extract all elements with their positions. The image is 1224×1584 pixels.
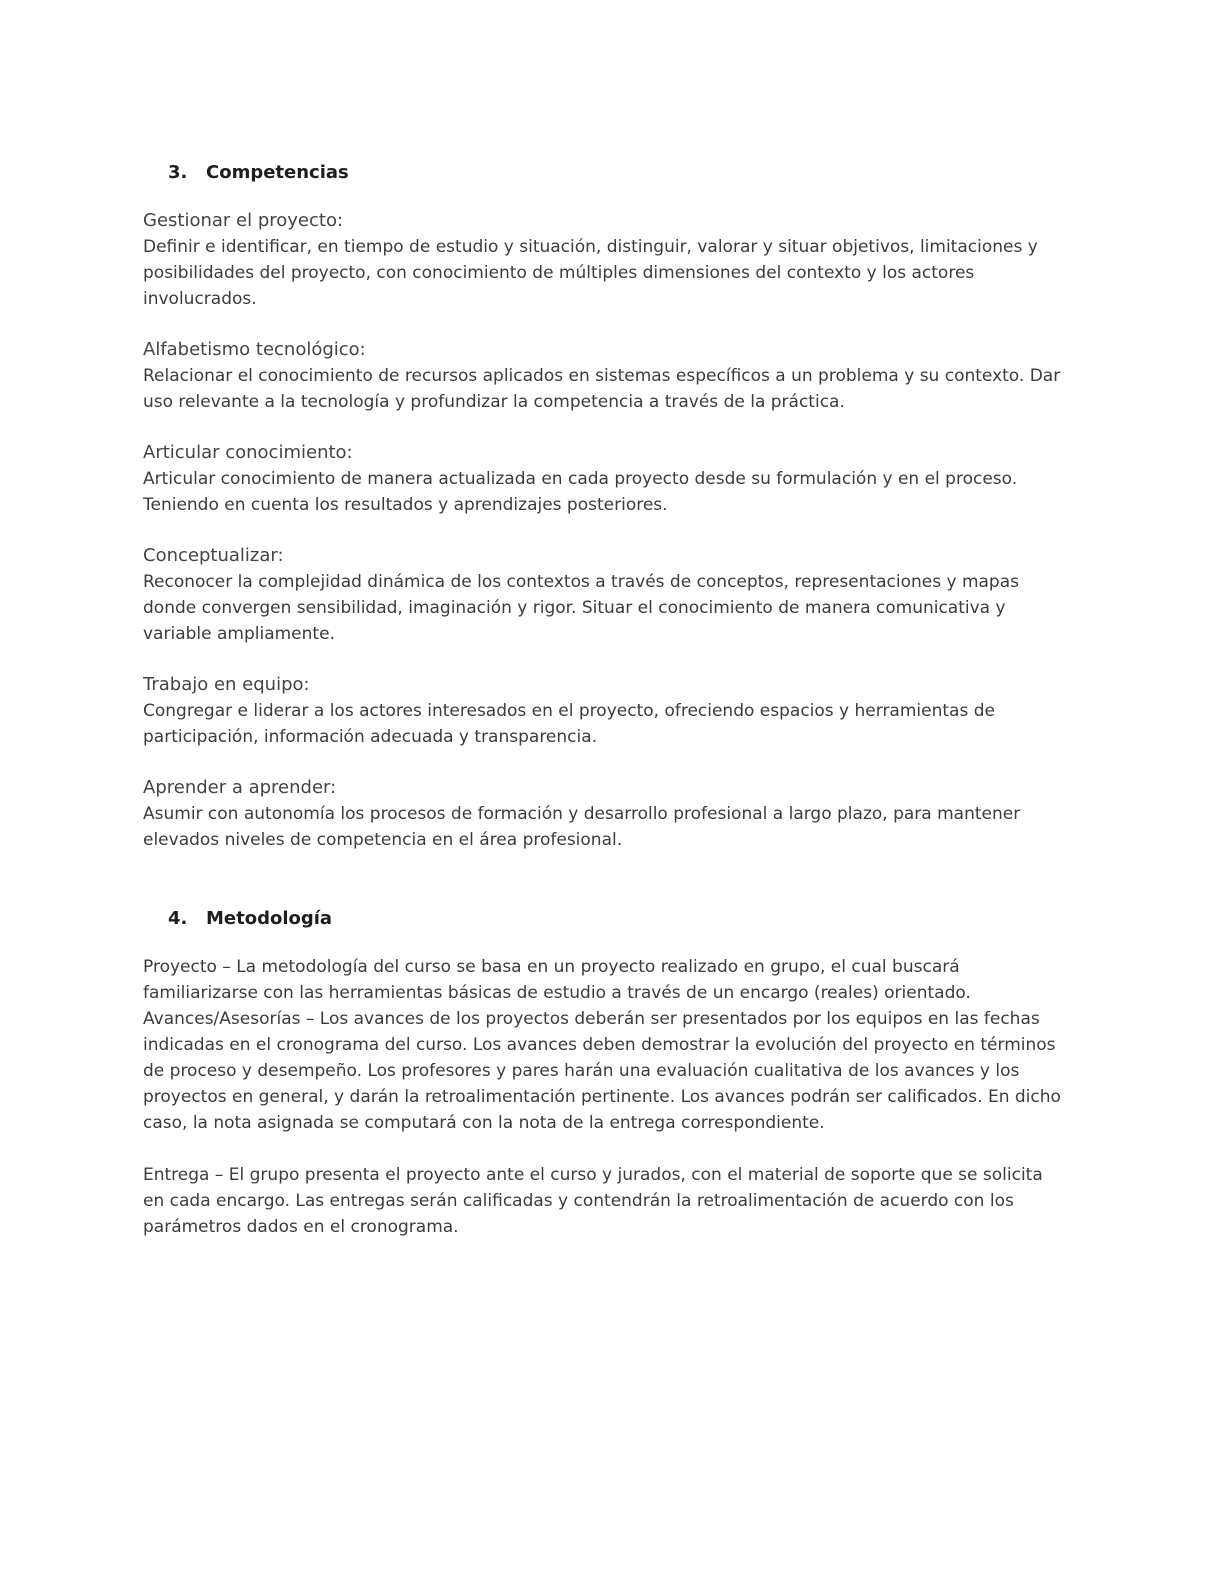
competency-title: Conceptualizar: bbox=[143, 545, 284, 566]
competency-body: Reconocer la complejidad dinámica de los contextos a través de conceptos, representaciones y mapas donde convergen sensibilidad, imaginación y rigor. Situar el conocimiento de manera comunicativa y variable ampliamente. bbox=[143, 572, 1019, 644]
competency-item bbox=[143, 543, 1063, 647]
competency-title: Aprender a aprender: bbox=[143, 777, 337, 798]
document-page bbox=[143, 160, 1063, 1266]
competency-item bbox=[143, 672, 1063, 750]
competency-item bbox=[143, 337, 1063, 415]
section-spacer bbox=[143, 878, 1063, 906]
competency-title: Gestionar el proyecto: bbox=[143, 210, 344, 231]
competency-item bbox=[143, 775, 1063, 853]
section-number: 4. bbox=[168, 908, 188, 929]
competency-body: Relacionar el conocimiento de recursos aplicados en sistemas específicos a un problema y su contexto. Dar uso relevante a la tecnología y profundizar la competencia a través de la práctica. bbox=[143, 366, 1061, 412]
competency-title: Alfabetismo tecnológico: bbox=[143, 339, 366, 360]
competency-body: Definir e identificar, en tiempo de estudio y situación, distinguir, valorar y situar objetivos, limitaciones y posibilidades del proyecto, con conocimiento de múltiples dimensiones del contexto y los actores involucrados. bbox=[143, 237, 1038, 309]
section-title: Competencias bbox=[206, 162, 349, 183]
section-title: Metodología bbox=[206, 908, 333, 929]
competency-body: Asumir con autonomía los procesos de formación y desarrollo profesional a largo plazo, para mantener elevados niveles de competencia en el área profesional. bbox=[143, 804, 1021, 850]
competency-title: Trabajo en equipo: bbox=[143, 674, 310, 695]
methodology-paragraph: Proyecto – La metodología del curso se basa en un proyecto realizado en grupo, el cual buscará familiarizarse con las herramientas básicas de estudio a través de un encargo (reales) orientado. Avances/Asesorías – Los avances de los proyectos deberán ser presentados por los equipos en las fechas indicadas en el cronograma del curso. Los avances deben demostrar la evolución del proyecto en términos de proceso y desempeño. Los profesores y pares harán una evaluación cualitativa de los avances y los proyectos en general, y darán la retroalimentación pertinente. Los avances podrán ser calificados. En dicho caso, la nota asignada se computará con la nota de la entrega correspondiente. bbox=[143, 957, 1061, 1133]
competency-item bbox=[143, 208, 1063, 312]
competency-body: Articular conocimiento de manera actualizada en cada proyecto desde su formulación y en el proceso. Teniendo en cuenta los resultados y aprendizajes posteriores. bbox=[143, 469, 1018, 515]
competency-title: Articular conocimiento: bbox=[143, 442, 353, 463]
competency-body: Congregar e liderar a los actores interesados en el proyecto, ofreciendo espacios y herramientas de participación, información adecuada y transparencia. bbox=[143, 701, 995, 747]
section-number: 3. bbox=[168, 162, 188, 183]
section-heading-competencias bbox=[168, 160, 1063, 186]
competency-item bbox=[143, 440, 1063, 518]
methodology-paragraph: Entrega – El grupo presenta el proyecto ante el curso y jurados, con el material de soporte que se solicita en cada encargo. Las entregas serán calificadas y contendrán la retroalimentación de acuerdo con los parámetros dados en el cronograma. bbox=[143, 1165, 1043, 1237]
section-heading-metodologia bbox=[168, 906, 1063, 932]
